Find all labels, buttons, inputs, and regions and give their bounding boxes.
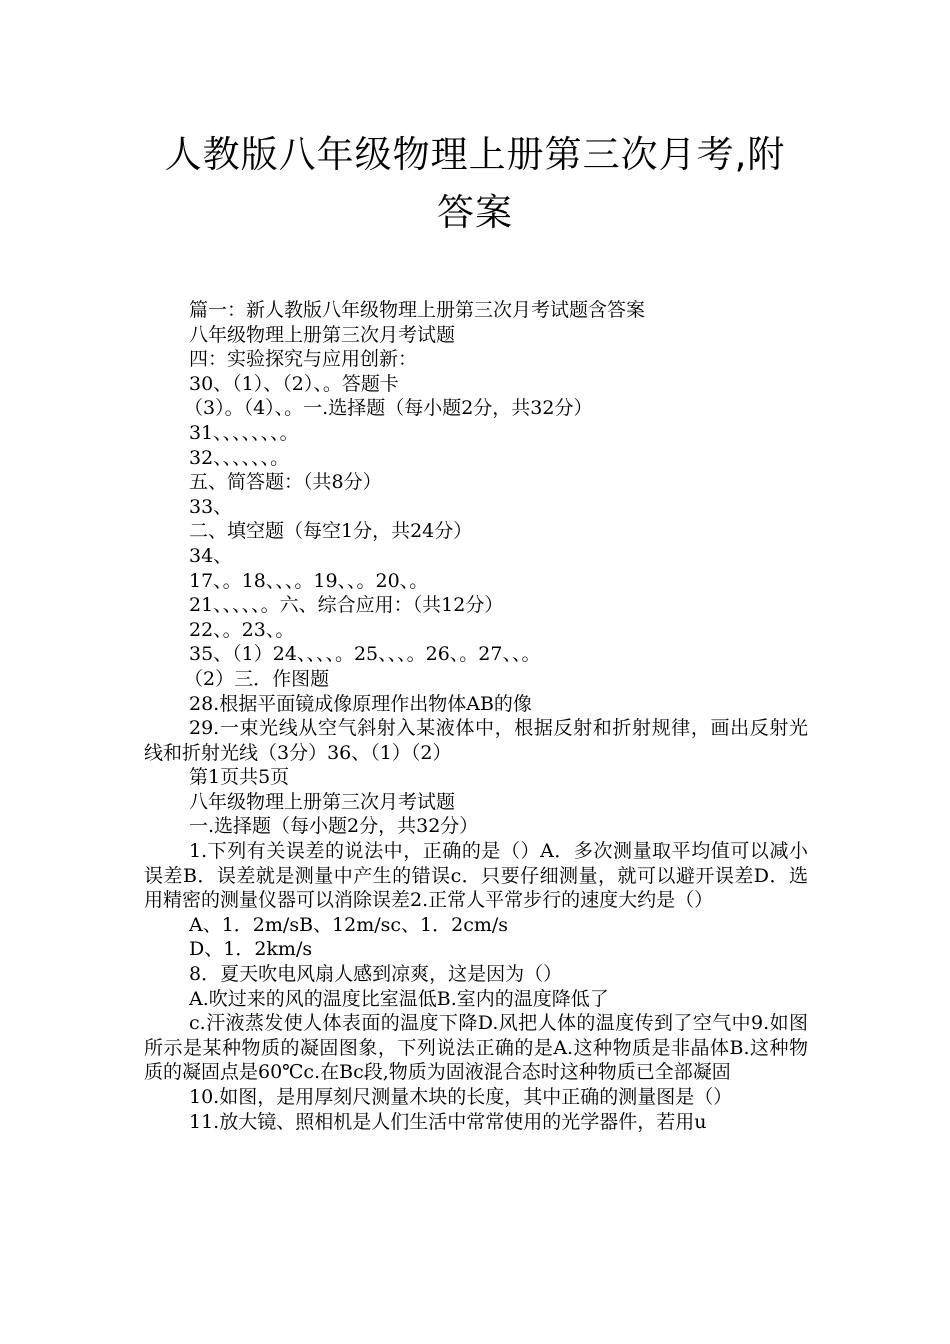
text-line: 34、: [189, 544, 233, 567]
text-line: 22、。23、。: [189, 618, 295, 641]
text-line: 21、、、、、。六、综合应用：（共12分）: [189, 594, 504, 617]
text-line: 四：实验探究与应用创新：: [189, 348, 418, 371]
text-line: 32、、、、、、。: [189, 446, 290, 469]
text-line: 31、、、、、、、。: [189, 421, 299, 444]
page-footer-note: 第1页共5页: [189, 766, 290, 789]
title-line-1: 人教版八年级物理上册第三次月考,附: [164, 133, 786, 176]
text-line: 八年级物理上册第三次月考试题: [189, 323, 456, 346]
text-line: （2）三．作图题: [184, 667, 330, 690]
text-line: 8．夏天吹电风扇人感到凉爽，这是因为（）: [189, 963, 563, 986]
text-line: 一.选择题（每小题2分，共32分）: [189, 815, 479, 838]
text-paragraph: 29.一束光线从空气斜射入某液体中，根据反射和折射规律，画出反射光线和折射光线（3分）36、（1）（2）: [144, 717, 808, 764]
text-line: 五、简答题：（共8分）: [189, 471, 382, 494]
document-title: [130, 126, 820, 242]
text-line: 35、（1）24、、、、。25、、、。26、。27、、。: [189, 643, 541, 666]
text-line: A、1．2m/sB、12m/sc、1．2cm/s: [189, 913, 509, 936]
text-line: 二、填空题（每空1分，共24分）: [189, 520, 473, 543]
text-line: 30、（1）、（2）、。答题卡: [189, 372, 399, 395]
text-line: 八年级物理上册第三次月考试题: [189, 790, 456, 813]
text-line: （3）。（4）、。一.选择题（每小题2分，共32分）: [184, 397, 593, 420]
text-line: 28.根据平面镜成像原理作出物体AB的像: [189, 692, 532, 715]
text-line: 33、: [189, 495, 233, 518]
text-line: A.吹过来的风的温度比室温低B.室内的温度降低了: [189, 987, 609, 1010]
text-paragraph: c.汗液蒸发使人体表面的温度下降D.风把人体的温度传到了空气中9.如图所示是某种物质的凝固图象，下列说法正确的是A.这种物质是非晶体B.这种物质的凝固点是60℃c.在Bc段,物质为固液混合态时这种物质已全部凝固: [144, 1012, 808, 1084]
text-line: 篇一：新人教版八年级物理上册第三次月考试题含答案: [189, 299, 646, 321]
text-line: 11.放大镜、照相机是人们生活中常常使用的光学器件，若用u: [189, 1110, 707, 1133]
text-line: D、1．2km/s: [189, 938, 313, 961]
text-paragraph: 10.如图，是用厚刻尺测量木块的长度，其中正确的测量图是（）: [189, 1086, 733, 1108]
text-paragraph: 1.下列有关误差的说法中，正确的是（）A．多次测量取平均值可以减小误差B．误差就是测量中产生的错误c．只要仔细测量，就可以避开误差D．选用精密的测量仪器可以消除误差2.正常人平常步行的速度大约是（）: [144, 840, 808, 912]
text-line: 17、。18、、、。19、、。20、。: [189, 569, 429, 592]
title-line-2: 答案: [437, 191, 513, 234]
document-body: [144, 298, 808, 1134]
